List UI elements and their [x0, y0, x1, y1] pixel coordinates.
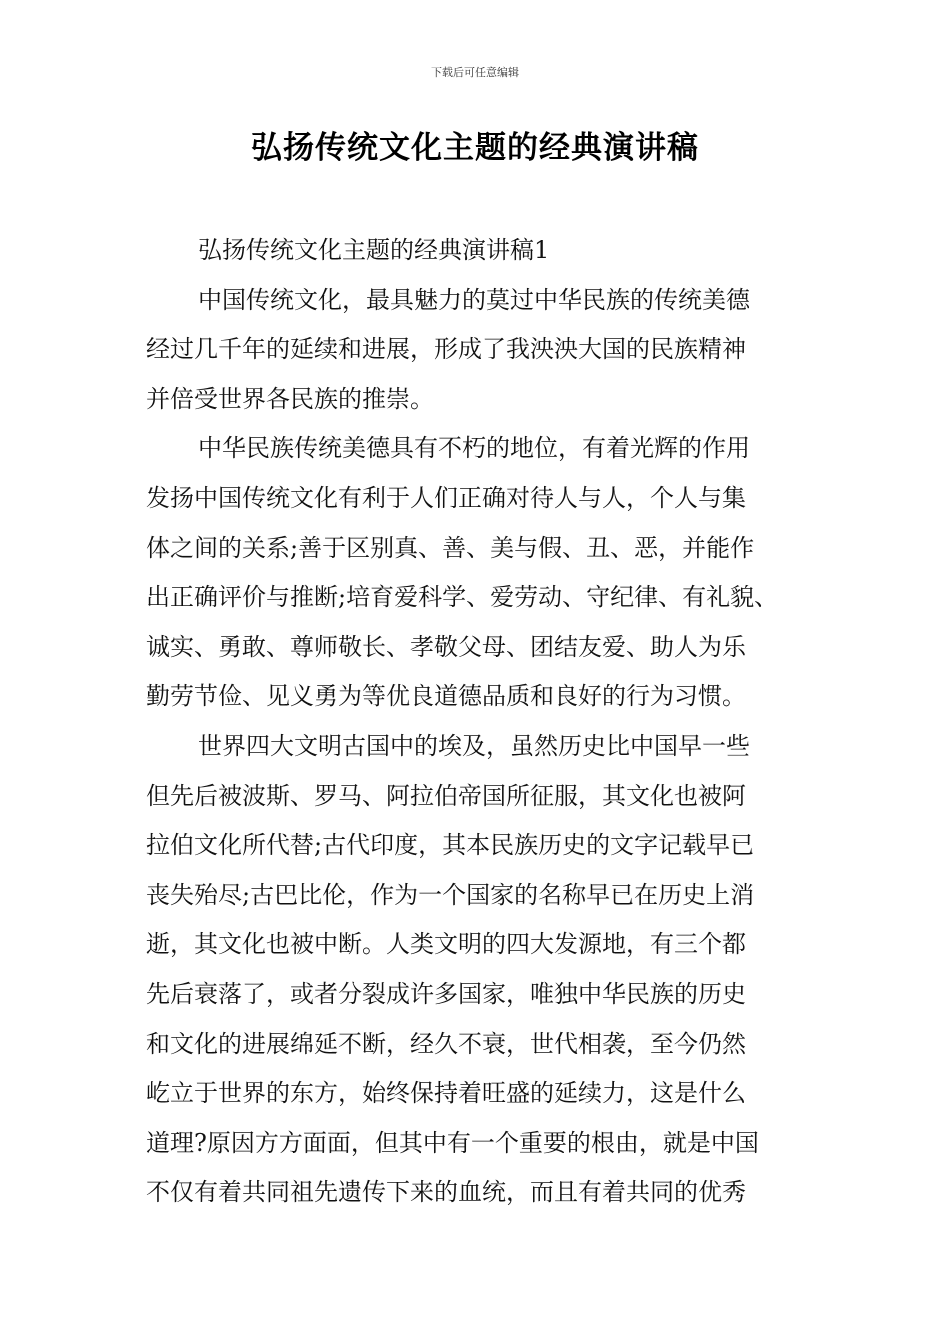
paragraph-2-line-1: 中华民族传统美德具有不朽的地位，有着光辉的作用: [198, 434, 750, 463]
paragraph-3-line-6: 先后衰落了，或者分裂成许多国家，唯独中华民族的历史: [146, 979, 746, 1008]
paragraph-3-line-10: 不仅有着共同祖先遗传下来的血统，而且有着共同的优秀: [146, 1178, 746, 1207]
paragraph-2-line-5: 诚实、勇敢、尊师敬长、孝敬父母、团结友爱、助人为乐: [146, 632, 746, 661]
header-note: 下载后可任意编辑: [431, 66, 519, 79]
paragraph-1-line-2: 经过几千年的延续和进展，形成了我泱泱大国的民族精神: [146, 335, 746, 364]
paragraph-3-line-4: 丧失殆尽;古巴比伦，作为一个国家的名称早已在历史上消: [146, 880, 755, 909]
paragraph-3-line-3: 拉伯文化所代替;古代印度，其本民族历史的文字记载早已: [146, 831, 755, 860]
subtitle-line: 弘扬传统文化主题的经典演讲稿1: [198, 236, 550, 264]
paragraph-2-line-3: 体之间的关系;善于区别真、善、美与假、丑、恶，并能作: [146, 533, 755, 562]
paragraph-1-line-3: 并倍受世界各民族的推崇。: [146, 384, 434, 413]
document-body: [146, 226, 806, 1218]
paragraph-3-line-1: 世界四大文明古国中的埃及，虽然历史比中国早一些: [198, 731, 750, 760]
paragraph-3-line-5: 逝，其文化也被中断。人类文明的四大发源地，有三个都: [146, 930, 746, 959]
paragraph-3-line-8: 屹立于世界的东方，始终保持着旺盛的延续力，这是什么: [146, 1079, 746, 1108]
paragraph-3-line-7: 和文化的进展绵延不断，经久不衰，世代相袭，至今仍然: [146, 1029, 746, 1058]
document-title: 弘扬传统文化主题的经典演讲稿: [251, 130, 699, 166]
paragraph-3-line-9: 道理?原因方方面面，但其中有一个重要的根由，就是中国: [146, 1128, 759, 1157]
paragraph-2-line-4: 出正确评价与推断;培育爱科学、爱劳动、守纪律、有礼貌、: [146, 583, 779, 612]
paragraph-3-line-2: 但先后被波斯、罗马、阿拉伯帝国所征服，其文化也被阿: [146, 781, 746, 810]
paragraph-2-line-2: 发扬中国传统文化有利于人们正确对待人与人，个人与集: [146, 483, 746, 512]
paragraph-1-line-1: 中国传统文化，最具魅力的莫过中华民族的传统美德: [198, 285, 750, 314]
paragraph-2-line-6: 勤劳节俭、见义勇为等优良道德品质和良好的行为习惯。: [146, 682, 746, 711]
